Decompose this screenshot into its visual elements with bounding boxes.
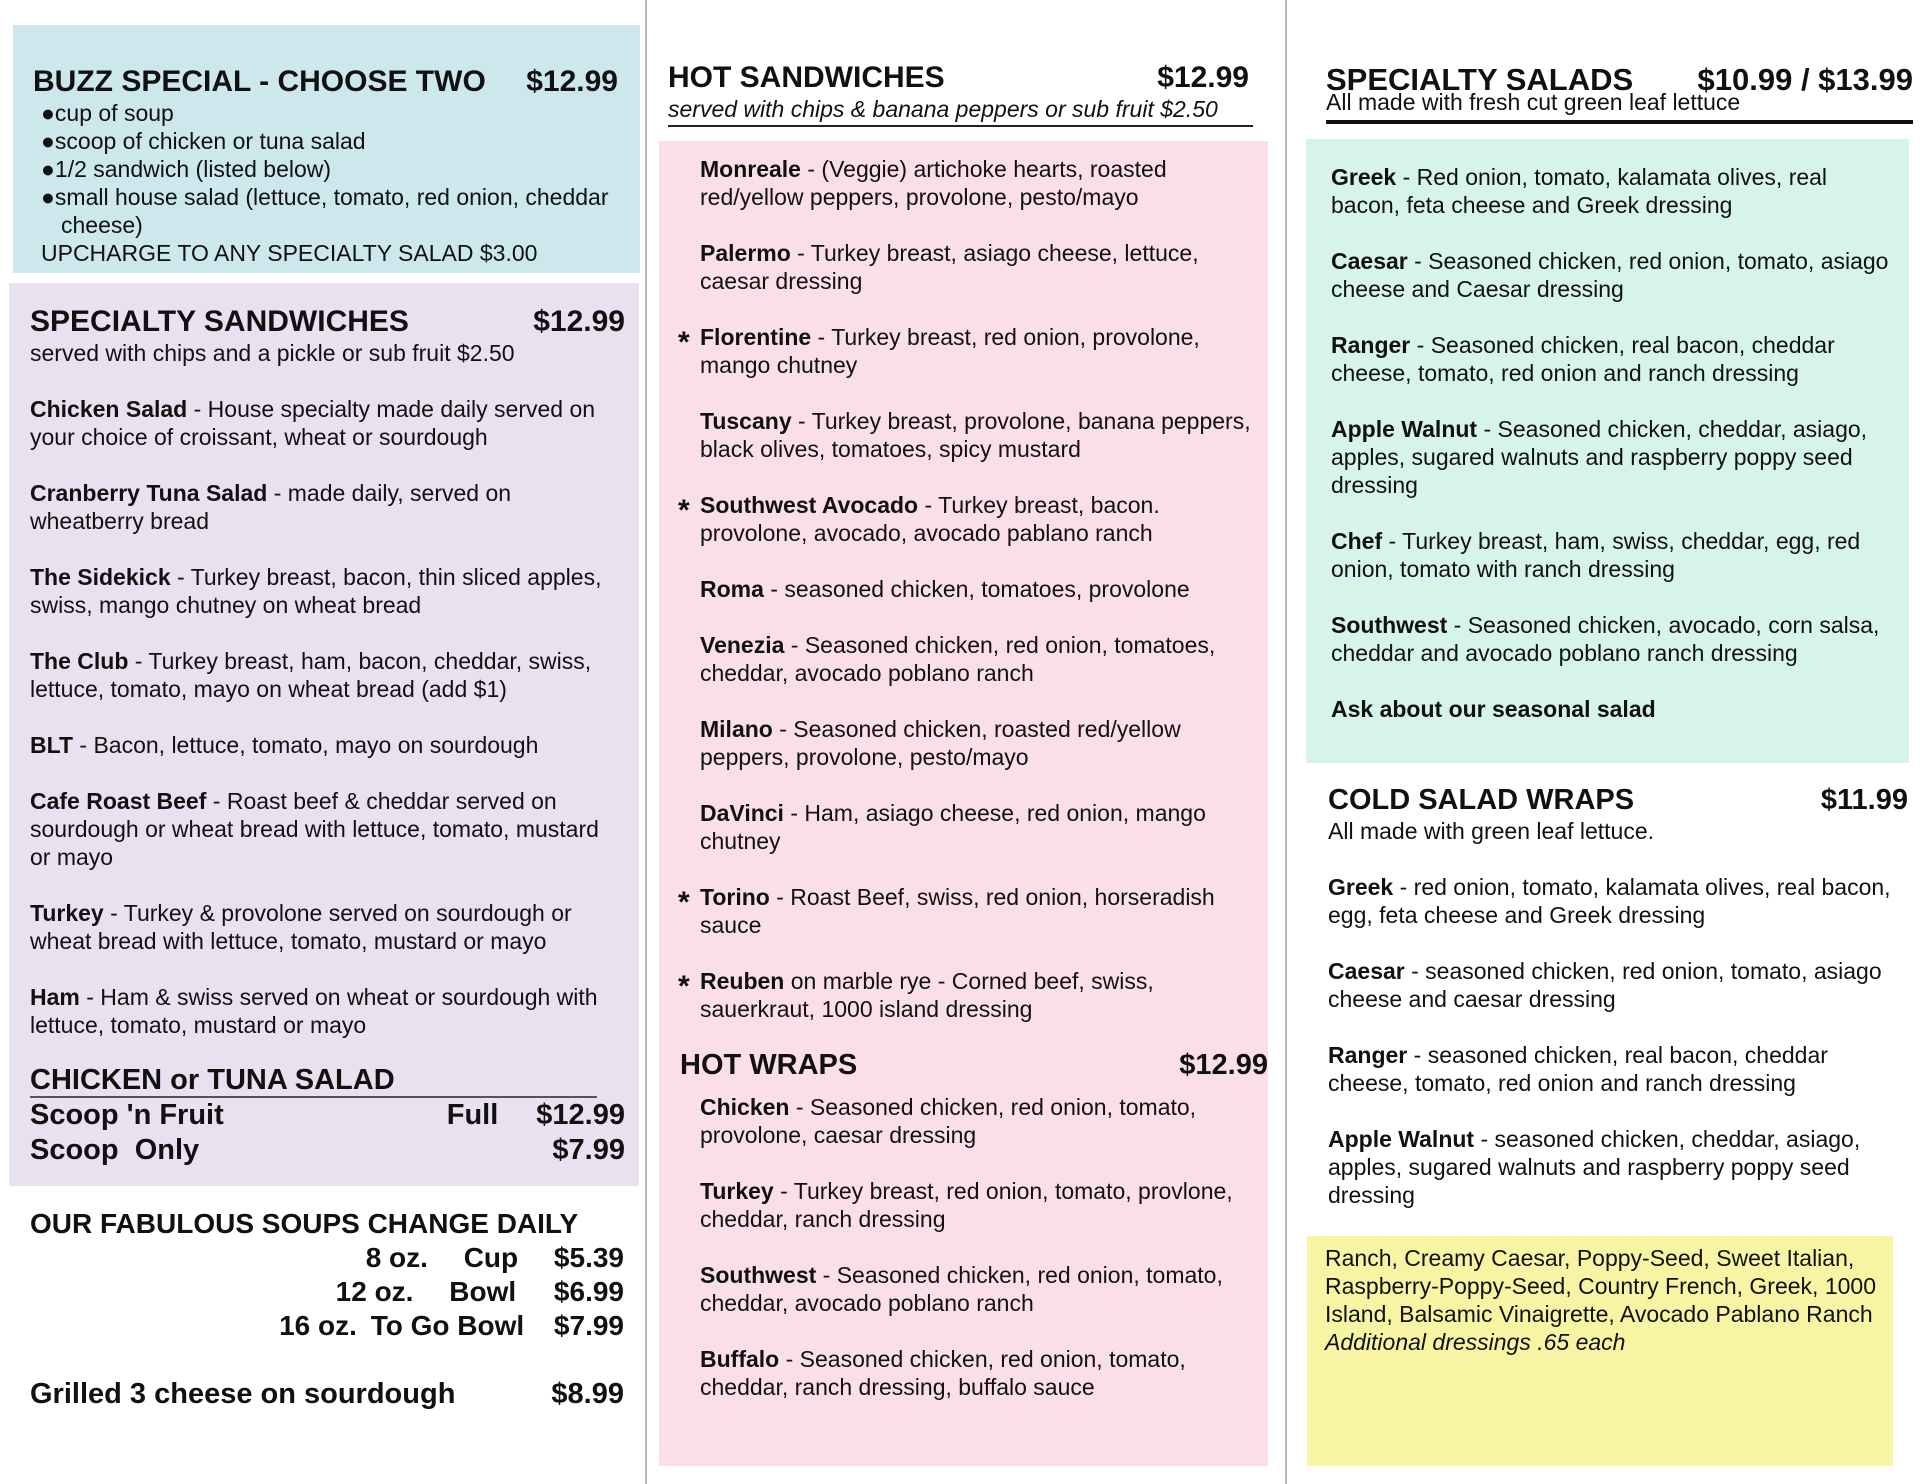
item-desc: - Turkey breast, red onion, tomato, provlone, cheddar, ranch dressing xyxy=(700,1178,1233,1232)
section-price: $12.99 xyxy=(1179,1049,1268,1081)
section-title: SPECIALTY SALADS xyxy=(1326,62,1634,97)
dressing-list: Ranch, Creamy Caesar, Poppy-Seed, Sweet Italian, Raspberry-Poppy-Seed, Country French, Greek, 1000 Island, Balsamic Vinaigrette, Avocado Pablano Ranch xyxy=(1325,1245,1876,1327)
item-name: Monreale xyxy=(700,156,801,182)
item-desc: - Red onion, tomato, kalamata olives, real bacon, feta cheese and Greek dressing xyxy=(1331,164,1828,218)
item-name: Southwest xyxy=(1331,612,1448,638)
menu-item xyxy=(700,407,1258,463)
item-name: Cafe Roast Beef xyxy=(30,788,207,814)
menu-item xyxy=(678,323,1258,379)
hot-wraps-header xyxy=(680,1049,1268,1081)
item-name: The Club xyxy=(30,648,129,674)
menu-item xyxy=(1331,163,1889,219)
item-name: Turkey xyxy=(30,900,104,926)
soups-section xyxy=(30,1207,624,1343)
section-price: $11.99 xyxy=(1820,784,1908,816)
hot-sandwiches-section xyxy=(659,141,1268,1466)
buzz-upcharge: UPCHARGE TO ANY SPECIALTY SALAD $3.00 xyxy=(41,240,538,266)
item-name: Ham xyxy=(30,984,80,1010)
row-label: Scoop 'n Fruit xyxy=(30,1099,224,1131)
list-item: ● scoop of chicken or tuna salad xyxy=(41,127,624,155)
section-subtitle: All made with green leaf lettuce. xyxy=(1328,818,1655,844)
item-name: Apple Walnut xyxy=(1331,416,1478,442)
menu-item xyxy=(30,983,625,1039)
soup-size: 12 oz. xyxy=(335,1276,414,1307)
menu-item xyxy=(700,239,1258,295)
price-row xyxy=(30,1133,625,1168)
item-desc: - Seasoned chicken, red onion, tomatoes, cheddar, avocado poblano ranch xyxy=(700,632,1216,686)
item-name: Greek xyxy=(1331,164,1397,190)
item-desc: on marble rye - Corned beef, swiss, sauerkraut, 1000 island dressing xyxy=(700,968,1154,1022)
item-desc: - Roast beef & cheddar served on sourdough or wheat bread with lettuce, tomato, mustard or mayo xyxy=(30,788,599,870)
soup-price: $5.39 xyxy=(553,1242,624,1273)
list-item: ● small house salad (lettuce, tomato, red onion, cheddar cheese) xyxy=(41,183,624,239)
item-name: Reuben xyxy=(700,968,785,994)
item-desc: - Seasoned chicken, red onion, tomato, cheddar, avocado poblano ranch xyxy=(700,1262,1223,1316)
item-name: Venezia xyxy=(700,632,785,658)
soups-title: OUR FABULOUS SOUPS CHANGE DAILY xyxy=(30,1208,579,1239)
soup-label: Bowl xyxy=(449,1276,517,1307)
item-desc: - Roast Beef, swiss, red onion, horseradish sauce xyxy=(700,884,1215,938)
specialty-sandwiches-header xyxy=(30,305,625,339)
row-label: Scoop Only xyxy=(30,1134,200,1166)
item-desc: - Turkey breast, ham, swiss, cheddar, egg, red onion, tomato with ranch dressing xyxy=(1331,528,1861,582)
item-name: BLT xyxy=(30,732,74,758)
menu-item xyxy=(30,731,625,759)
grilled-label: Grilled 3 cheese on sourdough xyxy=(30,1378,456,1410)
item-name: The Sidekick xyxy=(30,564,171,590)
item-desc: - Turkey breast, bacon. provolone, avocado, avocado pablano ranch xyxy=(700,492,1160,546)
soup-size: 16 oz. xyxy=(279,1310,357,1341)
item-desc: - Seasoned chicken, roasted red/yellow peppers, provolone, pesto/mayo xyxy=(700,716,1181,770)
item-desc: - Seasoned chicken, avocado, corn salsa, cheddar and avocado poblano ranch dressing xyxy=(1331,612,1880,666)
cold-wraps-header xyxy=(1328,783,1906,817)
menu-item xyxy=(678,883,1258,939)
item-name: Chicken xyxy=(700,1094,790,1120)
item-desc: - seasoned chicken, tomatoes, provolone xyxy=(763,576,1190,602)
menu-item xyxy=(700,799,1258,855)
row-price: $12.99 xyxy=(536,1099,625,1131)
additional-dressings-note: Additional dressings .65 each xyxy=(1325,1329,1626,1355)
menu-item xyxy=(678,967,1258,1023)
menu-item xyxy=(700,155,1258,211)
soup-label: Cup xyxy=(463,1242,519,1273)
item-name: Southwest Avocado xyxy=(700,492,919,518)
menu-item xyxy=(1331,415,1889,499)
menu-item xyxy=(30,395,625,451)
grilled-cheese-row xyxy=(30,1380,624,1408)
row-price: $7.99 xyxy=(552,1134,625,1166)
item-name: Torino xyxy=(700,884,770,910)
menu-item xyxy=(30,787,625,871)
menu-item xyxy=(30,899,625,955)
item-name: Chicken Salad xyxy=(30,396,188,422)
hot-sandwiches-header xyxy=(668,61,1253,127)
soup-price: $6.99 xyxy=(553,1276,624,1307)
item-desc: - Seasoned chicken, red onion, tomato, provolone, caesar dressing xyxy=(700,1094,1197,1148)
section-title: HOT WRAPS xyxy=(680,1049,858,1081)
chicken-tuna-block xyxy=(30,1064,625,1168)
item-name: Turkey xyxy=(700,1178,774,1204)
menu-item xyxy=(700,1093,1258,1149)
asterisk-icon: * xyxy=(678,970,690,1003)
menu-item xyxy=(1328,1041,1906,1097)
item-desc: - Seasoned chicken, red onion, tomato, cheddar, ranch dressing, buffalo sauce xyxy=(700,1346,1186,1400)
soup-row xyxy=(30,1241,624,1275)
buzz-special-title: BUZZ SPECIAL - CHOOSE TWO xyxy=(33,65,486,98)
item-desc: - Bacon, lettuce, tomato, mayo on sourdough xyxy=(73,732,539,758)
item-desc: - red onion, tomato, kalamata olives, real bacon, egg, feta cheese and Greek dressing xyxy=(1328,874,1891,928)
grilled-price: $8.99 xyxy=(551,1378,624,1410)
item-desc: - Seasoned chicken, cheddar, asiago, apples, sugared walnuts and raspberry poppy seed dressing xyxy=(1331,416,1868,498)
chicken-tuna-title: CHICKEN or TUNA SALAD xyxy=(30,1064,597,1098)
item-name: Apple Walnut xyxy=(1328,1126,1475,1152)
buzz-special-section xyxy=(13,25,640,273)
buzz-special-header xyxy=(33,65,624,99)
section-price: $12.99 xyxy=(1157,61,1249,94)
section-price: $10.99 / $13.99 xyxy=(1697,62,1913,97)
menu-item xyxy=(1331,527,1889,583)
asterisk-icon: * xyxy=(678,326,690,359)
asterisk-icon: * xyxy=(678,494,690,527)
menu-item xyxy=(1328,873,1906,929)
seasonal-salad-note: Ask about our seasonal salad xyxy=(1331,696,1656,722)
item-desc: - Seasoned chicken, real bacon, cheddar cheese, tomato, red onion and ranch dressing xyxy=(1331,332,1835,386)
column-divider-left xyxy=(645,0,647,1484)
item-desc: - Turkey breast, ham, bacon, cheddar, swiss, lettuce, tomato, mayo on wheat bread (add $1) xyxy=(30,648,592,702)
list-item: ● 1/2 sandwich (listed below) xyxy=(41,155,624,183)
item-name: Greek xyxy=(1328,874,1394,900)
section-title: HOT SANDWICHES xyxy=(668,61,945,94)
item-desc: - Turkey breast, asiago cheese, lettuce, caesar dressing xyxy=(700,240,1199,294)
cold-salad-wraps-section xyxy=(1328,783,1906,1237)
item-desc: - Ham & swiss served on wheat or sourdough with lettuce, tomato, mustard or mayo xyxy=(30,984,598,1038)
item-name: Palermo xyxy=(700,240,791,266)
item-name: Buffalo xyxy=(700,1346,780,1372)
item-name: Tuscany xyxy=(700,408,792,434)
item-desc: - Seasoned chicken, red onion, tomato, asiago cheese and Caesar dressing xyxy=(1331,248,1889,302)
menu-item xyxy=(1328,957,1906,1013)
item-desc: - House specialty made daily served on your choice of croissant, wheat or sourdough xyxy=(30,396,596,450)
menu-item xyxy=(700,631,1258,687)
hot-sandwiches-title-row xyxy=(668,61,1253,95)
menu-item xyxy=(700,715,1258,771)
buzz-special-price: $12.99 xyxy=(526,65,618,98)
menu-item xyxy=(700,1345,1258,1401)
item-name: Southwest xyxy=(700,1262,817,1288)
column-divider-right xyxy=(1285,0,1287,1484)
item-name: Cranberry Tuna Salad xyxy=(30,480,268,506)
dressings-box xyxy=(1307,1236,1893,1466)
item-name: Ranger xyxy=(1328,1042,1408,1068)
item-desc: - (Veggie) artichoke hearts, roasted red/yellow peppers, provolone, pesto/mayo xyxy=(700,156,1167,210)
section-subtitle: All made with fresh cut green leaf lettuce xyxy=(1326,89,1741,115)
row-price-group xyxy=(447,1098,625,1133)
section-title: COLD SALAD WRAPS xyxy=(1328,784,1635,816)
menu-item xyxy=(1331,331,1889,387)
item-name: Chef xyxy=(1331,528,1383,554)
specialty-sandwiches-section xyxy=(9,283,639,1186)
menu-item xyxy=(30,647,625,703)
item-desc: - Turkey breast, bacon, thin sliced apples, swiss, mango chutney on wheat bread xyxy=(30,564,602,618)
item-desc: - Turkey & provolone served on sourdough or wheat bread with lettuce, tomato, mustard or mayo xyxy=(30,900,572,954)
soup-row xyxy=(30,1309,624,1343)
item-name: Milano xyxy=(700,716,773,742)
menu-item xyxy=(700,1261,1258,1317)
item-desc: - seasoned chicken, cheddar, asiago, apples, sugared walnuts and raspberry poppy seed dressing xyxy=(1328,1126,1861,1208)
soup-price: $7.99 xyxy=(553,1310,624,1341)
list-item: ● cup of soup xyxy=(41,99,624,127)
item-desc: - Turkey breast, red onion, provolone, mango chutney xyxy=(700,324,1200,378)
soup-row xyxy=(30,1275,624,1309)
menu-item xyxy=(30,563,625,619)
row-size: Full xyxy=(446,1099,499,1131)
item-name: DaVinci xyxy=(700,800,784,826)
item-name: Caesar xyxy=(1331,248,1408,274)
item-desc: - seasoned chicken, red onion, tomato, asiago cheese and caesar dressing xyxy=(1328,958,1882,1012)
specialty-salads-header xyxy=(1326,64,1913,124)
item-name: Florentine xyxy=(700,324,812,350)
menu-item xyxy=(1331,611,1889,667)
specialty-salads-section xyxy=(1306,139,1909,763)
item-name: Caesar xyxy=(1328,958,1405,984)
item-desc: - made daily, served on wheatberry bread xyxy=(30,480,512,534)
menu-item xyxy=(700,1177,1258,1233)
price-row xyxy=(30,1098,625,1133)
asterisk-icon: * xyxy=(678,886,690,919)
menu-item xyxy=(1328,1125,1906,1209)
soup-size: 8 oz. xyxy=(365,1242,428,1273)
menu-item xyxy=(700,575,1258,603)
menu-item xyxy=(30,479,625,535)
buzz-special-list xyxy=(41,99,624,239)
item-desc: - seasoned chicken, real bacon, cheddar cheese, tomato, red onion and ranch dressing xyxy=(1328,1042,1828,1096)
item-name: Roma xyxy=(700,576,764,602)
menu-item xyxy=(1331,247,1889,303)
menu-item xyxy=(678,491,1258,547)
item-desc: - Turkey breast, provolone, banana peppers, black olives, tomatoes, spicy mustard xyxy=(700,408,1251,462)
item-name: Ranger xyxy=(1331,332,1411,358)
section-subtitle: served with chips and a pickle or sub fruit $2.50 xyxy=(30,340,515,366)
item-desc: - Ham, asiago cheese, red onion, mango chutney xyxy=(700,800,1206,854)
soup-label: To Go Bowl xyxy=(370,1310,525,1341)
section-price: $12.99 xyxy=(533,305,625,338)
section-subtitle: served with chips & banana peppers or sub fruit $2.50 xyxy=(668,95,1253,127)
section-title: SPECIALTY SANDWICHES xyxy=(30,305,409,338)
